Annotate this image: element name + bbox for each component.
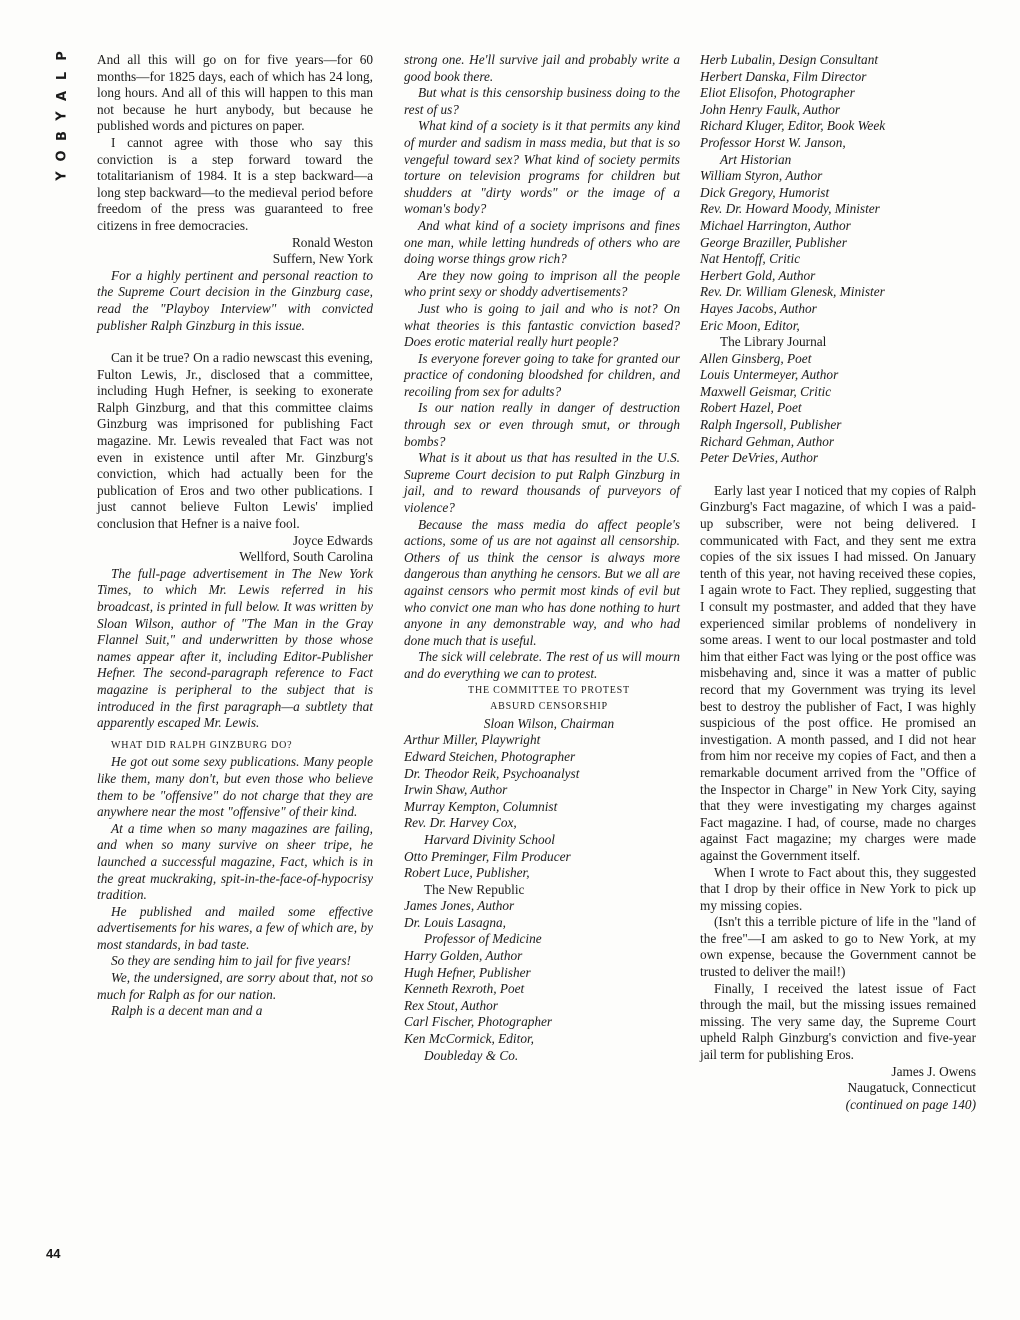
logo-letter: B bbox=[54, 131, 70, 141]
signatory: Ralph Ingersoll, Publisher bbox=[700, 417, 842, 433]
ad-paragraph: And what kind of a society imprisons and fines one man, while letting hundreds of others who are doing worse things grow rich? bbox=[404, 217, 680, 267]
letter-paragraph: And all this will go on for five years—for 60 months—for 1825 days, each of which has 24 long, long hours. And all of this will happen to this man not because he hurt anybody, but because he published words and pictures on paper. bbox=[97, 52, 373, 134]
signatory: Maxwell Geismar, Critic bbox=[700, 383, 832, 399]
editor-reply: The full-page advertisement in The New York Times, to which Mr. Lewis referred in his broadcast, is printed in full below. It was written by Sloan Wilson, author of "The Man in the Gray Flannel Suit," and underwritten by those whose names appear after it, including Editor-Publisher Hefner. The second-paragraph reference to Fact magazine is peripheral to the subject that is introduced in the first paragraph—a subtlety that apparently escaped Mr. Lewis. bbox=[97, 565, 373, 731]
signatory: Otto Preminger, Film Producer bbox=[404, 848, 571, 864]
signature-name: Ronald Weston bbox=[291, 234, 373, 250]
ad-paragraph: Is our nation really in danger of destruction through sex or even through smut, or through bombs? bbox=[404, 400, 680, 449]
ad-paragraph: Are they now going to imprison all the people who print sexy or shoddy advertisements? bbox=[404, 267, 680, 300]
signatory: Herbert Gold, Author bbox=[700, 267, 816, 283]
signatory: Ken McCormick, Editor, bbox=[404, 1031, 534, 1047]
ad-paragraph: We, the undersigned, are sorry about that, not so much for Ralph as for our nation. bbox=[97, 970, 373, 1002]
signature-location: Wellford, South Carolina bbox=[239, 549, 373, 565]
committee-name: ABSURD CENSORSHIP bbox=[490, 701, 608, 713]
signatory: Murray Kempton, Columnist bbox=[404, 798, 558, 814]
ad-paragraph: strong one. He'll survive jail and probably write a good book there. bbox=[404, 52, 680, 84]
signatory: Dr. Louis Lasagna, bbox=[404, 914, 506, 930]
committee-name: THE COMMITTEE TO PROTEST bbox=[468, 684, 630, 696]
signatory: Edward Steichen, Photographer bbox=[404, 748, 576, 764]
signatory: Rev. Dr. William Glenesk, Minister bbox=[700, 284, 885, 300]
signatory: George Braziller, Publisher bbox=[700, 234, 847, 250]
ad-heading: WHAT DID RALPH GINZBURG DO? bbox=[111, 739, 293, 751]
signatory: Rev. Dr. Howard Moody, Minister bbox=[700, 201, 880, 217]
signatory: Carl Fischer, Photographer bbox=[404, 1014, 553, 1030]
ad-paragraph: What kind of a society is it that permits any kind of murder and sadism in mass media, but that is so vengeful toward sex? What kind of society permits torture on television programs for children but shudders at "dirty words" or the image of a woman's body? bbox=[404, 118, 680, 217]
logo-letter: P bbox=[55, 51, 70, 61]
ad-paragraph: So they are sending him to jail for five years! bbox=[111, 953, 351, 969]
signatory-list bbox=[404, 732, 680, 1064]
committee-chairman: Sloan Wilson, Chairman bbox=[483, 715, 615, 731]
signatory: Dr. Theodor Reik, Psychoanalyst bbox=[404, 765, 580, 781]
ad-paragraph: The sick will celebrate. The rest of us will mourn and do everything we can to protest. bbox=[404, 649, 680, 681]
signatory: Michael Harrington, Author bbox=[700, 217, 851, 233]
letter-paragraph: (Isn't this a terrible picture of life in the "land of the free"—I am asked to go to New York, at my own expense, because the Government cannot be trusted to deliver the mail!) bbox=[700, 914, 976, 980]
signatory-list bbox=[700, 52, 976, 467]
column-2 bbox=[404, 52, 680, 1064]
ad-paragraph: What is it about us that has resulted in the U.S. Supreme Court decision to put Ralph Ginzburg in jail, and to reward thousands of purveyors of violence? bbox=[404, 450, 680, 516]
ad-paragraph: Is everyone forever going to take for granted our practice of condoning bloodshed for children, and recoiling from sex for adults? bbox=[404, 350, 680, 399]
signatory: Rev. Dr. Harvey Cox, bbox=[404, 815, 517, 831]
signatory: Hugh Hefner, Publisher bbox=[404, 964, 531, 980]
signatory: Harry Golden, Author bbox=[404, 948, 523, 964]
letter-paragraph: Can it be true? On a radio newscast this evening, Fulton Lewis, Jr., disclosed that a committee, including Hugh Hefner, is seeking to exonerate Ralph Ginzburg, and that this committee claims Ginzburg was imprisoned for publishing Fact magazine. Mr. Lewis revealed that Fact was not even in existence until after Mr. Ginzburg's conviction, which had actually been for the publication of Eros and two other publications. I just cannot believe Fulton Lewis' implied conclusion that Hefner is a naive fool. bbox=[97, 350, 373, 532]
signature-location: Naugatuck, Connecticut bbox=[847, 1080, 976, 1096]
letter-paragraph: When I wrote to Fact about this, they suggested that I drop by their office in New York to pick up my missing copies. bbox=[700, 864, 976, 913]
logo-letter: O bbox=[55, 150, 70, 162]
logo-letter: Y bbox=[54, 111, 70, 121]
signatory: Rex Stout, Author bbox=[404, 997, 498, 1013]
signatory: Nat Hentoff, Critic bbox=[700, 251, 801, 267]
column-1 bbox=[97, 52, 373, 1020]
signatory: Art Historian bbox=[720, 151, 792, 167]
signatory: Robert Hazel, Poet bbox=[700, 400, 802, 416]
signatory: William Styron, Author bbox=[700, 168, 823, 184]
signatory: The Library Journal bbox=[720, 334, 827, 350]
signatory: Robert Luce, Publisher, bbox=[404, 865, 530, 881]
letter-signature bbox=[97, 533, 373, 566]
signatory: Peter DeVries, Author bbox=[700, 450, 819, 466]
letter-paragraph: Finally, I received the latest issue of Fact through the mail, but the missing issues remained missing. The very same day, the Supreme Court upheld Ralph Ginzburg's conviction and five-year jail term for publishing Eros. bbox=[700, 980, 976, 1063]
logo-letter: A bbox=[55, 90, 70, 102]
signatory: The New Republic bbox=[424, 881, 525, 897]
signatory: Herb Lubalin, Design Consultant bbox=[700, 52, 879, 67]
ad-paragraph: But what is this censorship business doing to the rest of us? bbox=[404, 85, 680, 117]
signature-location: Suffern, New York bbox=[272, 251, 373, 267]
column-3 bbox=[700, 52, 976, 1113]
signatory: Professor Horst W. Janson, bbox=[700, 134, 846, 150]
letter-signature bbox=[97, 235, 373, 268]
signatory: Dick Gregory, Humorist bbox=[700, 184, 830, 200]
ad-paragraph: Because the mass media do affect people's actions, some of us are not against all censorship. Others of us think the censor is always more dangerous than anything he censors. But we all are against censors who permit most kinds of evil but who convict one man who has done nothing to hurt anyone in any demonstrable way, and who had done much that is useful. bbox=[404, 516, 680, 648]
page-number: 44 bbox=[46, 1246, 61, 1261]
letter-paragraph: I cannot agree with those who say this conviction is a step forward toward the totalitarianism of 1984. It is a step backward—a long step backward—to the medieval period before freedom of the press was guaranteed to free citizens in free democracies. bbox=[97, 134, 373, 233]
continued-note: (continued on page 140) bbox=[845, 1096, 976, 1112]
ad-paragraph: He published and mailed some effective advertisements for his wares, a few of which are, by most standards, in bad taste. bbox=[97, 903, 373, 952]
signatory: Arthur Miller, Playwright bbox=[404, 732, 541, 748]
logo-letter: Y bbox=[54, 171, 70, 181]
signatory: Hayes Jacobs, Author bbox=[700, 300, 817, 316]
signatory: John Henry Faulk, Author bbox=[700, 101, 841, 117]
playboy-side-logo bbox=[50, 46, 76, 186]
ad-paragraph: At a time when so many magazines are failing, and when so many survive on sheer tripe, he launched a successful magazine, Fact, which is in the great muckraking, spit-in-the-face-of-hypocrisy tradition. bbox=[97, 820, 373, 903]
logo-letter: L bbox=[54, 71, 70, 81]
signatory: Richard Kluger, Editor, Book Week bbox=[700, 118, 886, 134]
signatory: Eliot Elisofon, Photographer bbox=[700, 85, 855, 101]
ad-paragraph: Ralph is a decent man and a bbox=[111, 1003, 263, 1019]
signatory: Allen Ginsberg, Poet bbox=[700, 350, 812, 366]
signatory: Herbert Danska, Film Director bbox=[700, 68, 867, 84]
signatory: Professor of Medicine bbox=[424, 931, 542, 947]
signatory: Louis Untermeyer, Author bbox=[700, 367, 839, 383]
ad-paragraph: Just who is going to jail and who is not? On what theories is this fantastic conviction based? Does erotic material really hurt people? bbox=[404, 300, 680, 350]
signatory: Harvard Divinity School bbox=[424, 831, 555, 847]
signature-name: James J. Owens bbox=[891, 1063, 976, 1079]
signatory: Richard Gehman, Author bbox=[700, 433, 835, 449]
signature-name: Joyce Edwards bbox=[292, 532, 373, 548]
ad-paragraph: He got out some sexy publications. Many people like them, many don't, but even those who believe them to be "offensive" do not charge that they are anywhere near the most "offensive" of their kind. bbox=[97, 754, 373, 820]
signatory: Irwin Shaw, Author bbox=[404, 782, 508, 798]
editor-reply: For a highly pertinent and personal reaction to the Supreme Court decision in the Ginzburg case, read the "Playboy Interview" with convicted publisher Ralph Ginzburg in this issue. bbox=[97, 267, 373, 333]
letter-signature bbox=[700, 1064, 976, 1097]
signatory: James Jones, Author bbox=[404, 898, 515, 914]
signatory: Kenneth Rexroth, Poet bbox=[404, 981, 525, 997]
signatory: Doubleday & Co. bbox=[424, 1047, 519, 1063]
signatory: Eric Moon, Editor, bbox=[700, 317, 800, 333]
letter-paragraph: Early last year I noticed that my copies of Ralph Ginzburg's Fact magazine, of which I was a paid-up subscriber, were not being delivered. I communicated with Fact, and they sent me extra copies of the six issues I had missed. On January tenth of this year, not having received these copies, I again wrote to Fact. They replied, suggesting that I consult my postmaster, and added that they have experienced similar problems of nondelivery in some areas. I went to our local postmaster and told him that either Fact was lying or the post office was misbehaving and, since it was a matter of public record that my Government was trying its level best to destroy the publisher of Fact, I was highly suspicious of the post office. He promised an investigation. A month passed, and I did not hear from him nor receive my copies of Fact, and then a remarkable document arrived from the "Office of the Inspector in Charge" in New York City, saying that they were investigating my charges against Fact magazine. I had, of course, made no charges against Fact magazine; my charges were made against the Government itself. bbox=[700, 482, 976, 863]
